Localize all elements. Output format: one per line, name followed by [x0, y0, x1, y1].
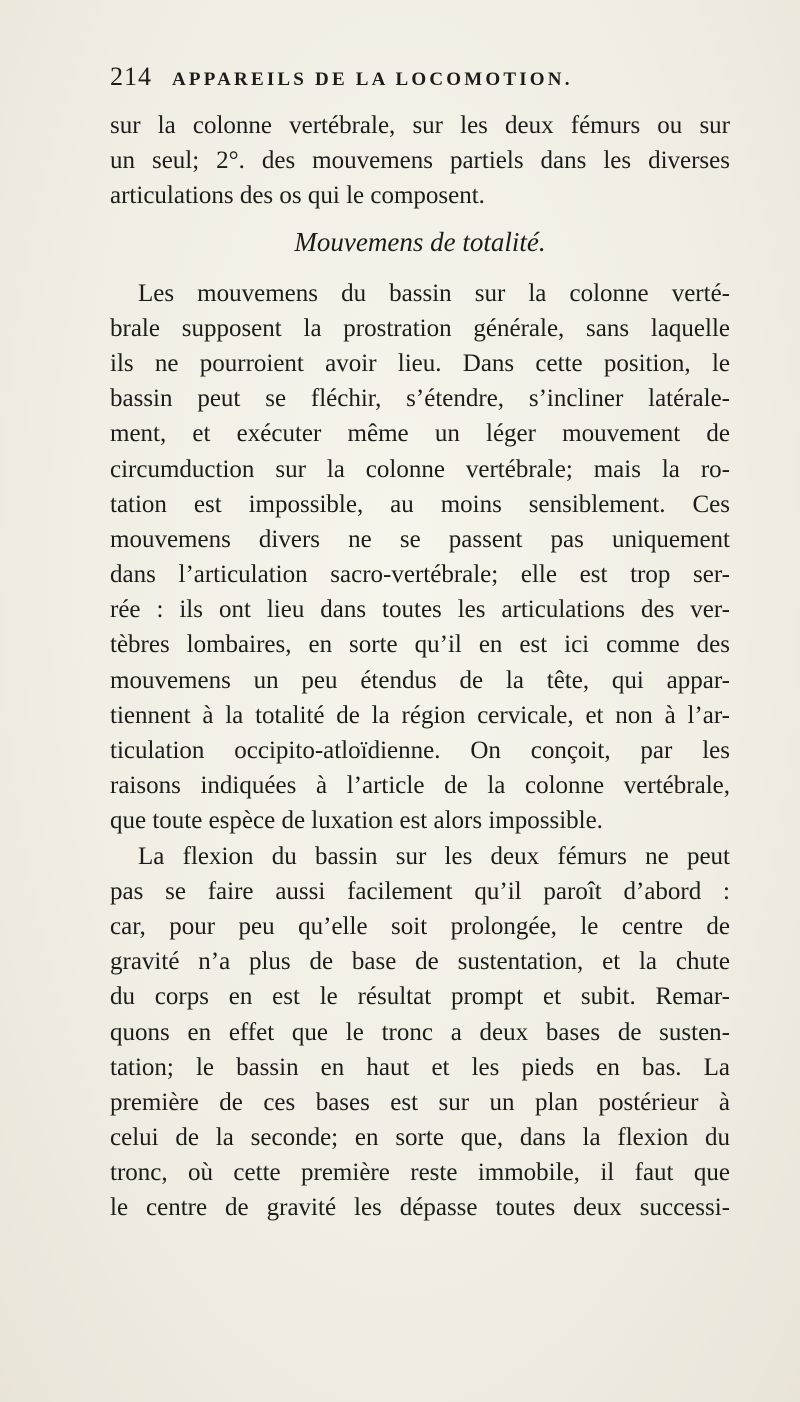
text-line: un seul; 2°. des mouvemens partiels dans les diverses: [110, 147, 730, 175]
text-line: ment, et exécuter même un léger mouvement de: [110, 420, 730, 448]
text-line: ils ne pourroient avoir lieu. Dans cette position, le: [110, 349, 730, 377]
text-line: ticulation occipito-atloïdienne. On conçoit, par les: [110, 737, 730, 764]
text-line: tation; le bassin en haut et les pieds en bas. La: [110, 1053, 730, 1081]
text-line: La flexion du bassin sur les deux fémurs ne peut: [138, 842, 730, 870]
text-line: car, pour peu qu’elle soit prolongée, le centre de: [110, 912, 730, 940]
text-line: Les mouvemens du bassin sur la colonne verté-: [138, 279, 730, 307]
text-line: articulations des os qui le composent.: [110, 182, 485, 210]
running-head: [110, 62, 730, 102]
text-line: tiennent à la totalité de la région cervicale, et non à l’ar-: [110, 701, 730, 729]
text-line: mouvemens un peu étendus de la tête, qui appar-: [110, 666, 730, 694]
text-line: tronc, où cette première reste immobile, il faut que: [110, 1159, 730, 1187]
text-line: pas se faire aussi facilement qu’il paroît d’abord :: [110, 877, 730, 905]
text-line: gravité n’a plus de base de sustentation, et la chute: [110, 948, 730, 976]
text-line: quons en effet que le tronc a deux bases de susten-: [110, 1018, 730, 1046]
text-line: le centre de gravité les dépasse toutes deux successi-: [110, 1194, 730, 1222]
text-line: dans l’articulation sacro-vertébrale; elle est trop ser-: [110, 561, 730, 589]
text-line: celui de la seconde; en sorte que, dans la flexion du: [110, 1124, 730, 1152]
body-text: [110, 108, 730, 1226]
text-line: du corps en est le résultat prompt et subit. Remar-: [110, 983, 730, 1011]
text-line: rée : ils ont lieu dans toutes les articulations des ver-: [110, 596, 730, 624]
text-line: raisons indiquées à l’article de la colonne vertébrale,: [110, 772, 730, 800]
text-line: première de ces bases est sur un plan postérieur à: [110, 1088, 730, 1116]
running-title: APPAREILS DE LA LOCOMOTION.: [172, 69, 573, 90]
text-line: mouvemens divers ne se passent pas uniquement: [110, 525, 730, 553]
text-line: tation est impossible, au moins sensiblement. Ces: [110, 490, 730, 518]
text-line: sur la colonne vertébrale, sur les deux fémurs ou sur: [110, 112, 730, 139]
page-number: 214: [110, 62, 152, 91]
section-heading: Mouvemens de totalité.: [294, 226, 546, 257]
text-line: tèbres lombaires, en sorte qu’il en est ici comme des: [110, 631, 730, 659]
text-line: que toute espèce de luxation est alors impossible.: [110, 807, 603, 835]
text-line: bassin peut se fléchir, s’étendre, s’incliner latérale-: [110, 385, 730, 413]
text-line: circumduction sur la colonne vertébrale; mais la ro-: [110, 455, 730, 483]
text-line: brale supposent la prostration générale, sans laquelle: [110, 314, 730, 342]
